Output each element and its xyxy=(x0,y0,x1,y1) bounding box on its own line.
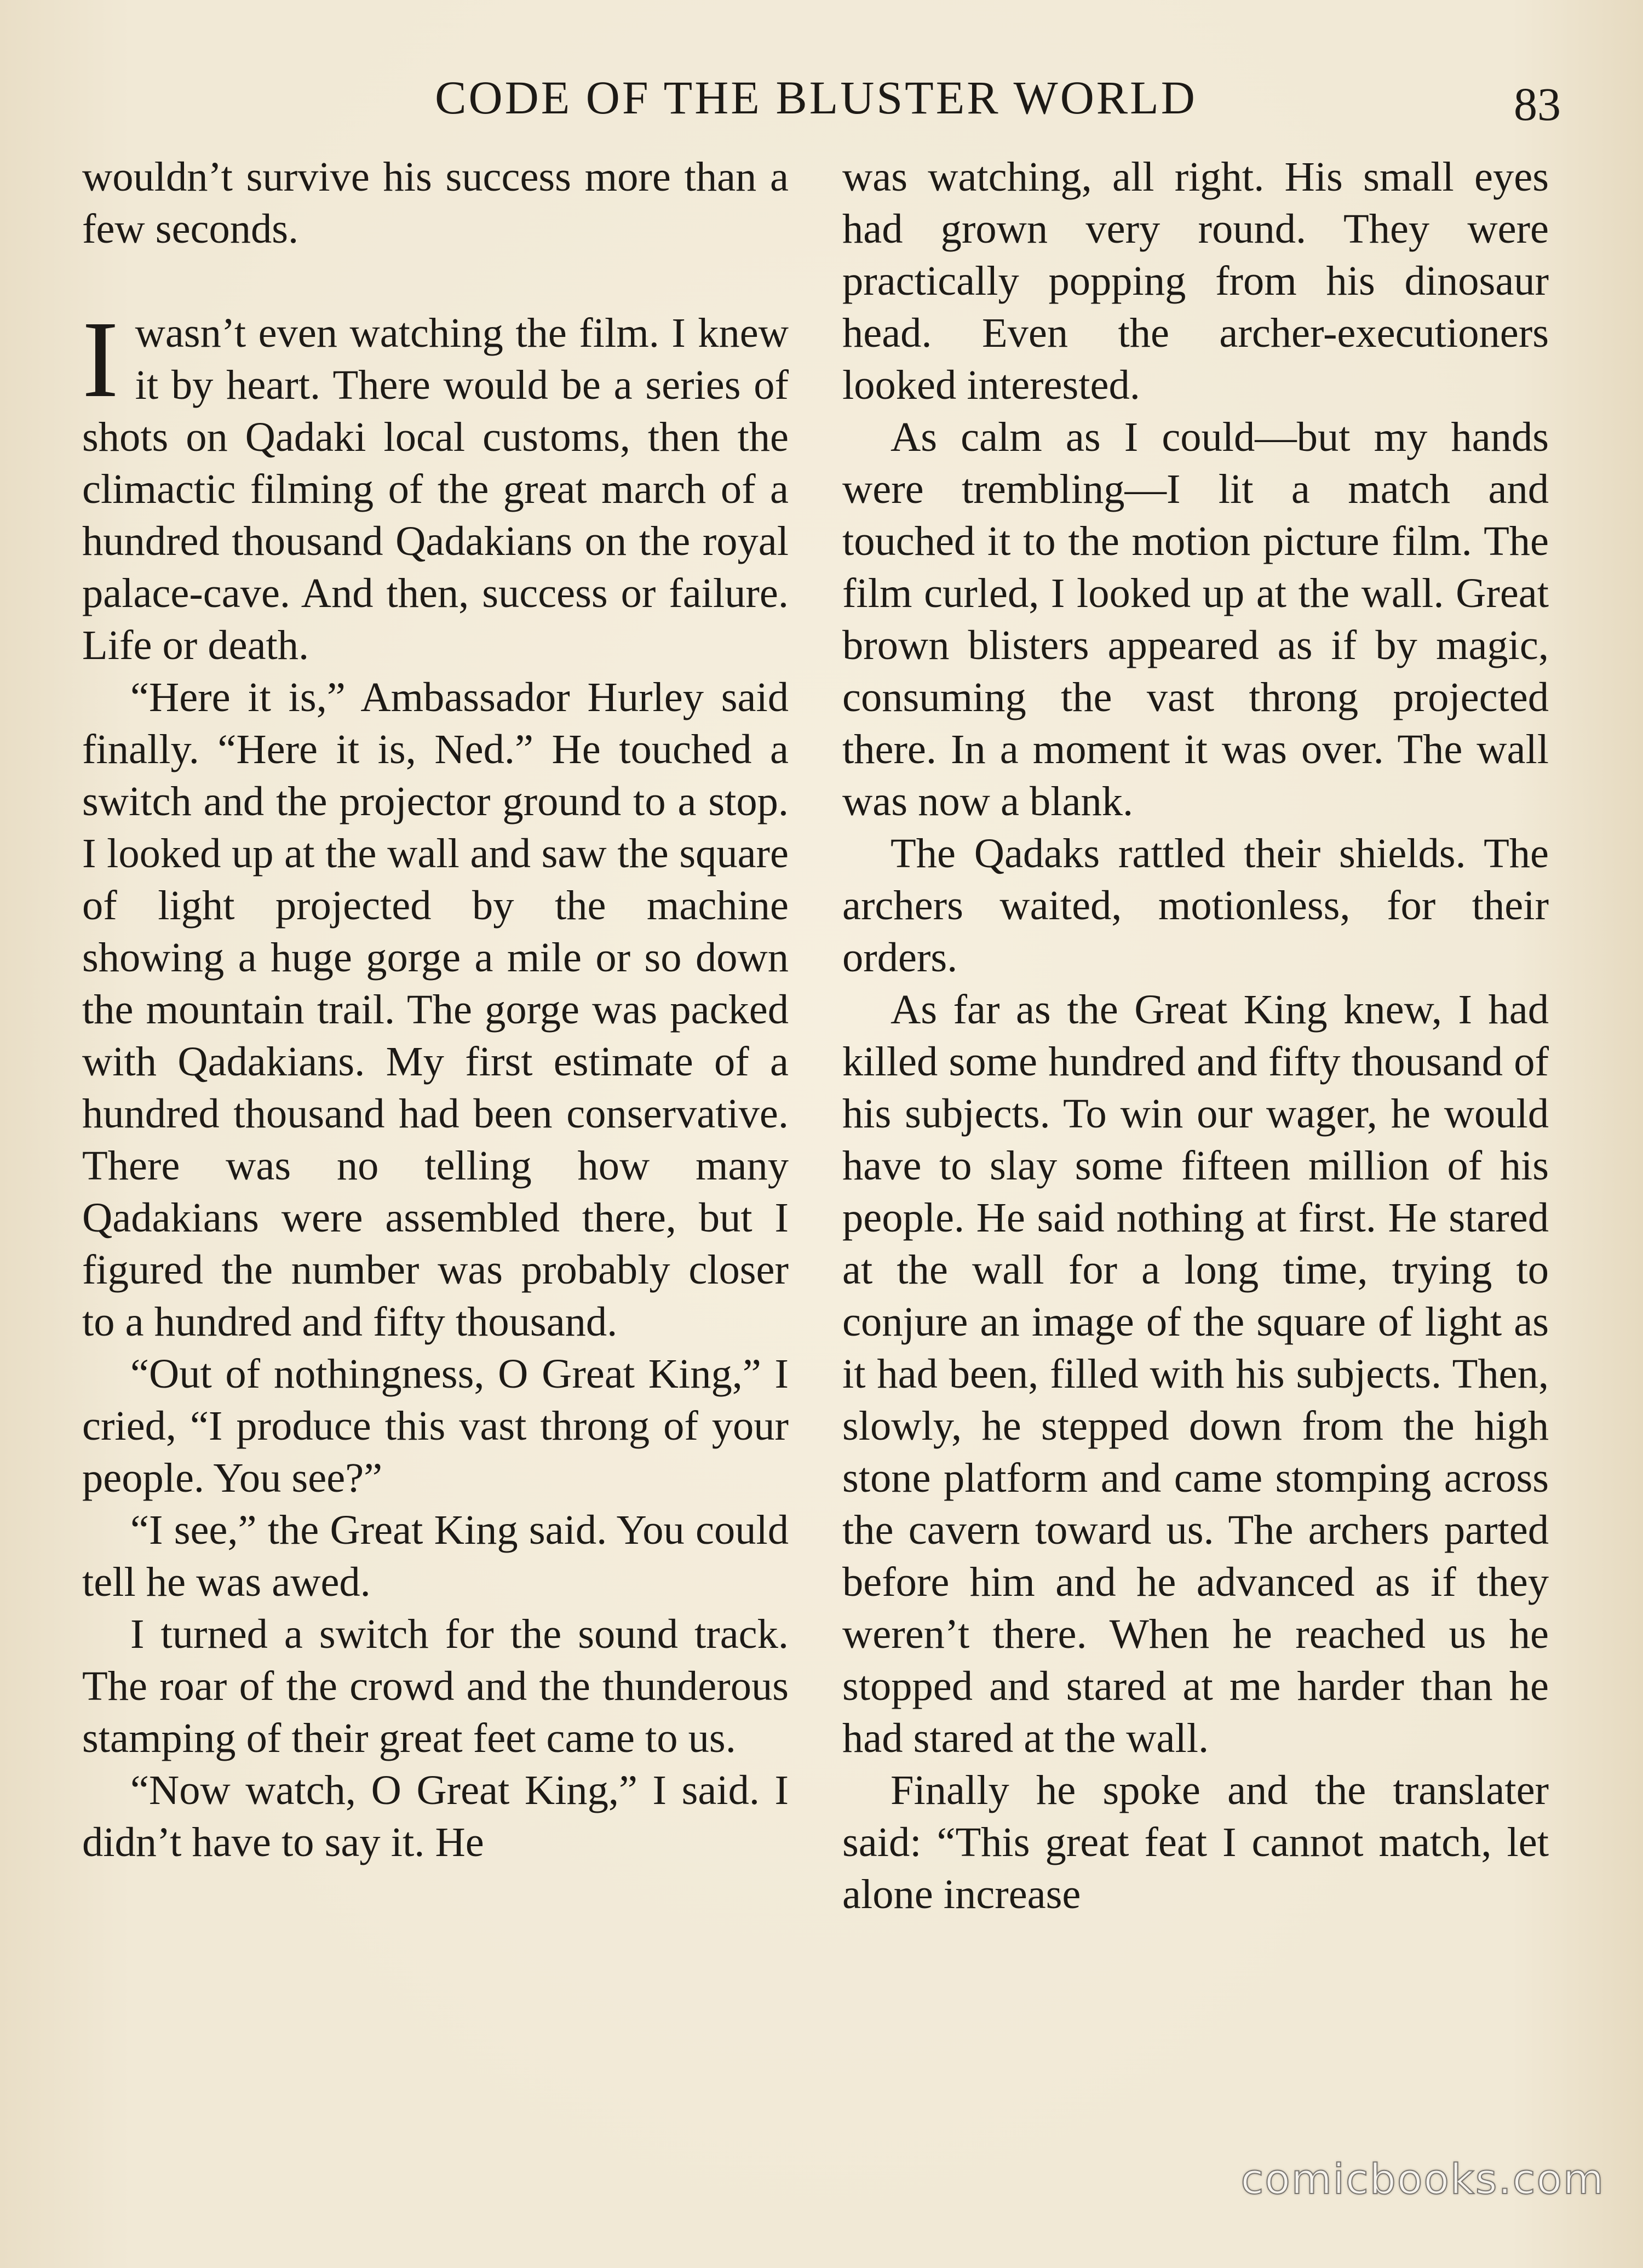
paragraph: “Now watch, O Great King,” I said. I didn’t have to say it. He xyxy=(82,1767,789,1865)
paragraph-text: wasn’t even watching the film. I knew it by heart. There would be a series of shots on Qadaki local customs, then the climactic filming of the great march of a hundred thousand Qadakians on the royal palace-cave. And then, success or failure. Life or death. xyxy=(82,310,789,668)
left-column xyxy=(82,151,789,1868)
paragraph-with-drop-cap xyxy=(82,299,789,671)
paragraph: “Here it is,” Ambassador Hurley said finally. “Here it is, Ned.” He touched a switch and the projector ground to a stop. I looked up at the wall and saw the square of light projected by the machine showing a huge gorge a mile or so down the mountain trail. The gorge was packed with Qadakians. My first estimate of a hundred thousand had been conservative. There was no telling how many Qadakians were assembled there, but I figured the number was probably closer to a hundred and fifty thousand. xyxy=(82,674,789,1345)
paragraph: Finally he spoke and the translater said: “This great feat I cannot match, let alone increase xyxy=(842,1767,1549,1917)
page-header xyxy=(0,66,1643,130)
running-title: CODE OF THE BLUSTER WORLD xyxy=(435,71,1197,124)
paragraph: was watching, all right. His small eyes had grown very round. They were practically popping from his dinosaur head. Even the archer-executioners looked interested. xyxy=(842,153,1549,408)
paragraph: “I see,” the Great King said. You could tell he was awed. xyxy=(82,1507,789,1605)
paragraph: The Qadaks rattled their shields. The archers waited, motionless, for their orders. xyxy=(842,830,1549,981)
paragraph: As far as the Great King knew, I had killed some hundred and fifty thousand of his subjects. To win our wager, he would have to slay some fifteen million of his people. He said nothing at first. He stared at the wall for a long time, trying to conjure an image of the square of light as it had been, filled with his subjects. Then, slowly, he stepped down from the high stone platform and came stomping across the cavern toward us. The archers parted before him and he advanced as if they weren’t there. When he reached us he stopped and stared at me harder than he had stared at the wall. xyxy=(842,986,1549,1761)
paragraph: wouldn’t survive his success more than a few seconds. xyxy=(82,153,789,252)
page-number: 83 xyxy=(1514,78,1561,130)
paragraph: “Out of nothingness, O Great King,” I cried, “I produce this vast throng of your people. You see?” xyxy=(82,1350,789,1501)
watermark-logo: comicbooks.com xyxy=(1240,2155,1605,2203)
drop-cap: I xyxy=(82,299,119,420)
right-column xyxy=(842,151,1549,1920)
paragraph: As calm as I could—but my hands were trembling—I lit a match and touched it to the motion picture film. The film curled, I looked up at the wall. Great brown blisters appeared as if by magic, consuming the vast throng projected there. In a moment it was over. The wall was now a blank. xyxy=(842,414,1549,824)
paragraph: I turned a switch for the sound track. The roar of the crowd and the thunderous stamping of their great feet came to us. xyxy=(82,1611,789,1761)
